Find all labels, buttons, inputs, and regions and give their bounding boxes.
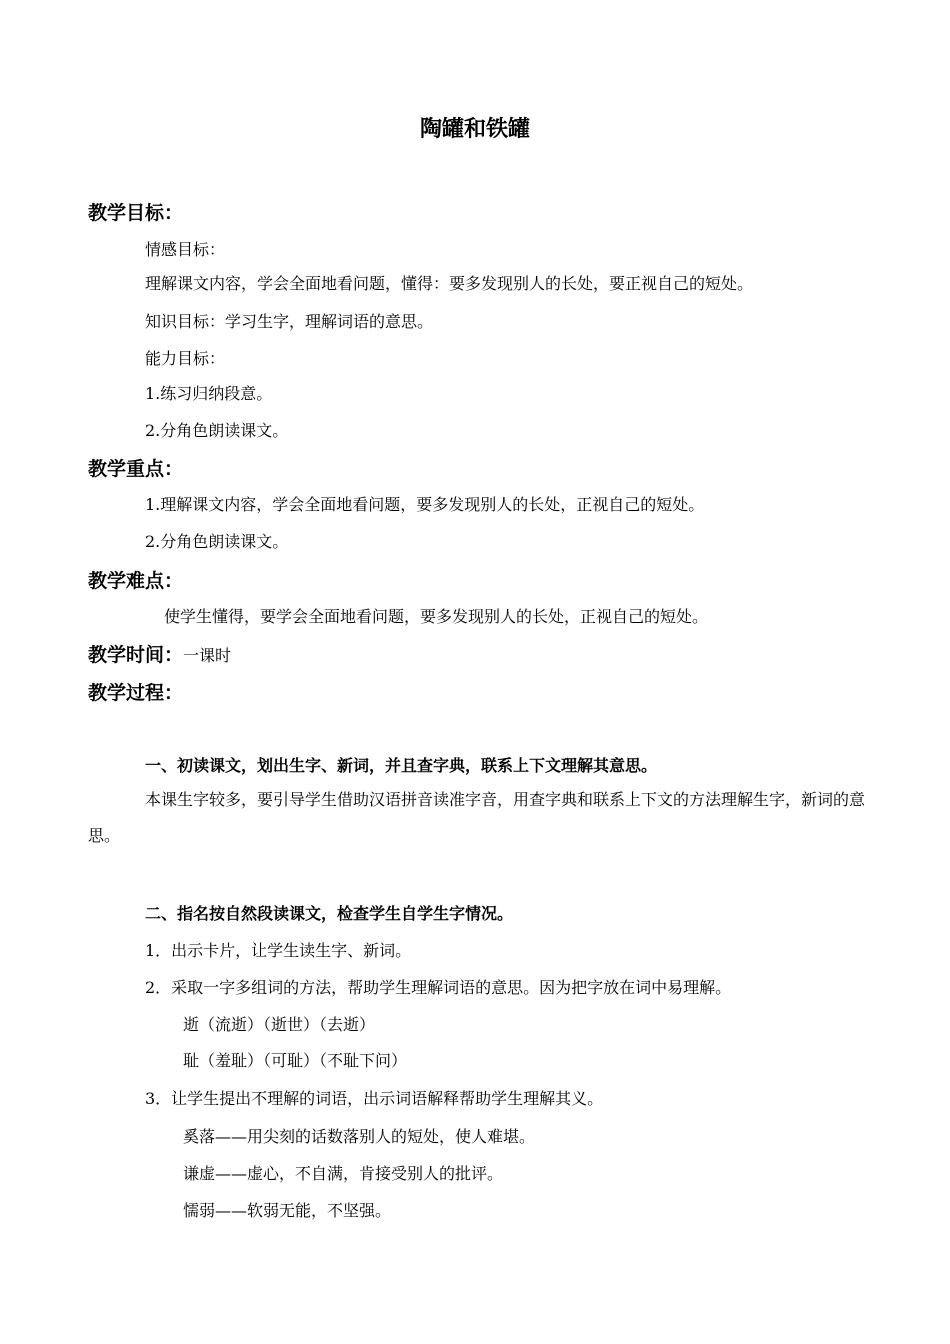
difficulty-heading: 教学难点：	[88, 570, 184, 592]
step1-text: 本课生字较多，要引导学生借助汉语拼音读准字音，用查字典和联系上下文的方法理解生字，新词的意思。	[88, 790, 866, 845]
key-points-heading: 教学重点：	[88, 458, 184, 480]
definition-3: 懦弱——软弱无能，不坚强。	[183, 1201, 392, 1220]
word-example-a: 逝（流逝）（逝世）（去逝）	[183, 1015, 376, 1034]
word-example-b: 耻（羞耻）（可耻）（不耻下问）	[183, 1051, 408, 1070]
key-point-1: 1.理解课文内容，学会全面地看问题，要多发现别人的长处，正视自己的短处。	[145, 495, 705, 514]
step2-title: 二、指名按自然段读课文，检查学生自学生字情况。	[145, 904, 514, 923]
emotion-goal-label: 情感目标：	[145, 240, 226, 259]
step2-item-2: 2．采取一字多组词的方法，帮助学生理解词语的意思。因为把字放在词中易理解。	[145, 978, 732, 997]
page-title: 陶罐和铁罐	[419, 117, 530, 142]
ability-goal-1: 1.练习归纳段意。	[145, 384, 273, 403]
time-heading	[88, 640, 231, 667]
ability-goal-label: 能力目标：	[145, 349, 226, 368]
step2-item-3: 3．让学生提出不理解的词语，出示词语解释帮助学生理解其义。	[145, 1089, 604, 1108]
definition-2: 谦虚——虚心，不自满，肯接受别人的批评。	[183, 1164, 504, 1183]
knowledge-goal: 知识目标：学习生字，理解词语的意思。	[145, 312, 434, 331]
step1-title: 一、初读课文，划出生字、新词，并且查字典，联系上下文理解其意思。	[145, 756, 658, 775]
difficulty-text: 使学生懂得，要学会全面地看问题，要多发现别人的长处，正视自己的短处。	[164, 607, 709, 626]
key-point-2: 2.分角色朗读课文。	[145, 532, 289, 551]
ability-goal-2: 2.分角色朗读课文。	[145, 421, 289, 440]
emotion-goal-text: 理解课文内容，学会全面地看问题，懂得：要多发现别人的长处，要正视自己的短处。	[145, 274, 754, 293]
definition-1: 奚落——用尖刻的话数落别人的短处，使人难堪。	[183, 1127, 536, 1146]
process-heading: 教学过程：	[88, 682, 184, 704]
time-label: 教学时间：	[88, 644, 184, 666]
time-value: 一课时	[183, 646, 232, 665]
goals-heading: 教学目标：	[88, 202, 184, 224]
step2-item-1: 1．出示卡片，让学生读生字、新词。	[145, 941, 412, 960]
